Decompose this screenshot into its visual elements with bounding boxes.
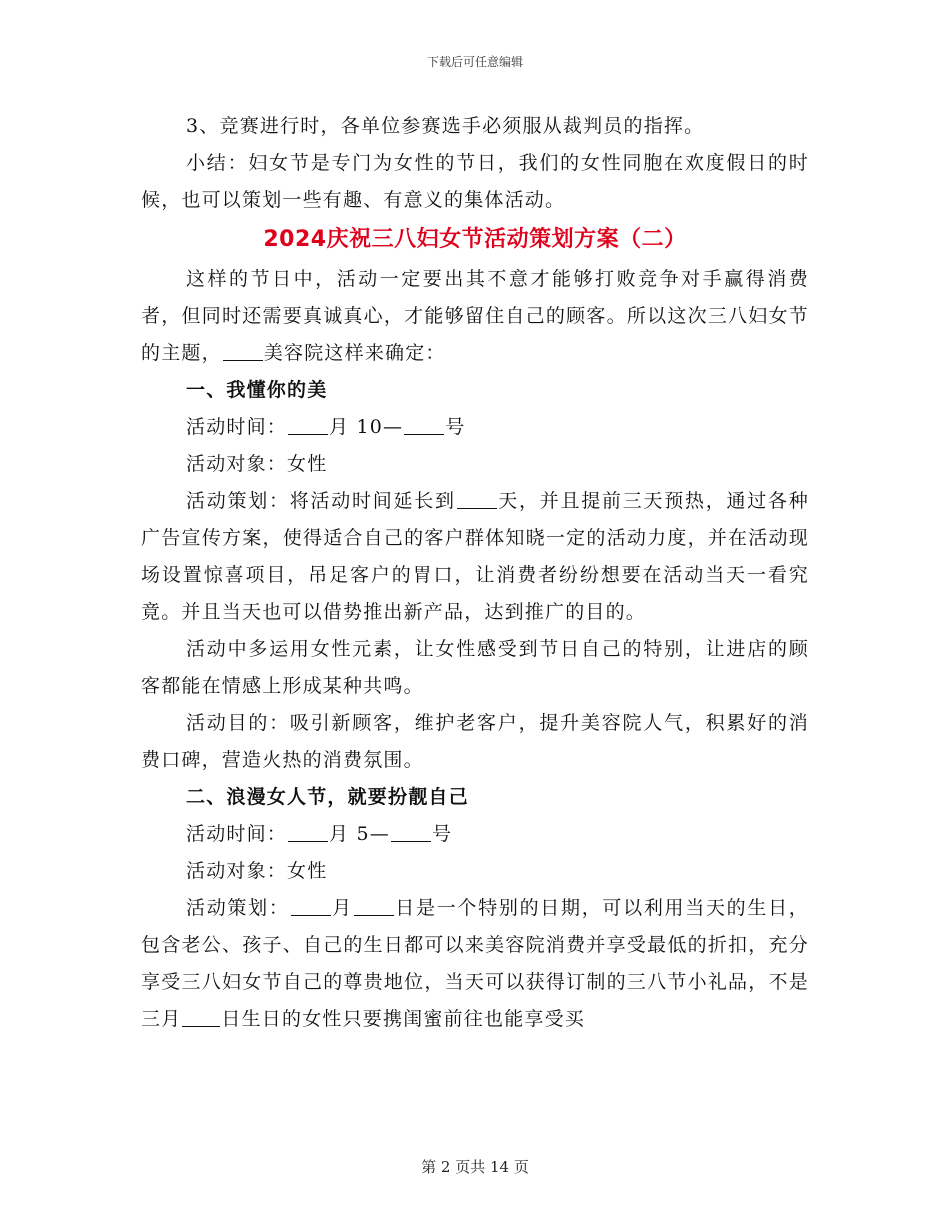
summary-paragraph: 小结：妇女节是专门为女性的节日，我们的女性同胞在欢度假日的时候，也可以策划一些有趣、有意义的集体活动。: [141, 152, 809, 211]
section-1-plan: [141, 483, 809, 631]
section-2-target: 活动对象：女性: [186, 860, 328, 882]
section-1-heading: 一、我懂你的美: [186, 379, 328, 401]
opening-text-end: 美容院这样来确定：: [263, 342, 446, 364]
blank-line: [457, 489, 497, 509]
section-1-elements: 活动中多运用女性元素，让女性感受到节日自己的特别，让进店的顾客都能在情感上形成某种共鸣。: [141, 638, 809, 697]
document-body: [141, 108, 809, 1038]
section-1-time: [141, 409, 809, 446]
blank-line: [291, 896, 331, 916]
section-1-purpose: 活动目的：吸引新顾客，维护老客户，提升美容院人气，积累好的消费口碑，营造火热的消费氛围。: [141, 712, 809, 771]
plan-text-end: 日生日的女性只要携闺蜜前往也能享受买: [221, 1008, 586, 1030]
opening-paragraph: [141, 261, 809, 372]
blank-line: [182, 1007, 220, 1027]
time-mid: 月 5—: [329, 823, 390, 845]
section-2-plan: [141, 890, 809, 1038]
blank-line: [223, 341, 263, 361]
time-end: 号: [445, 416, 466, 438]
blank-line: [288, 415, 328, 435]
opening-text: 这样的节日中，活动一定要出其不意才能够打败竞争对手赢得消费者，但同时还需要真诚真心，才能够留住自己的顾客。所以这次三八妇女节的主题，: [141, 268, 809, 364]
plan-text: 日是一个特别的日期，可以利用当天的生日，包含老公、孩子、自己的生日都可以来美容院消费并享受最低的折扣，充分享受三八妇女节自己的尊贵地位，当天可以获得订制的三八节小礼品，不是三月: [141, 897, 809, 1030]
document-title: 2024庆祝三八妇女节活动策划方案（二）: [263, 227, 687, 252]
time-end: 号: [431, 823, 453, 845]
blank-line: [391, 822, 431, 842]
time-label: 活动时间：: [186, 416, 288, 438]
plan-month: 月: [331, 897, 353, 919]
section-1-target: 活动对象：女性: [186, 453, 328, 475]
blank-line: [354, 896, 394, 916]
time-label: 活动时间：: [186, 823, 288, 845]
page-footer: 第 2 页共 14 页: [421, 1158, 529, 1176]
blank-line: [404, 415, 444, 435]
blank-line: [288, 822, 328, 842]
section-2-heading: 二、浪漫女人节，就要扮靓自己: [186, 786, 469, 808]
plan-text-rest: 天，并且提前三天预热，通过各种广告宣传方案，使得适合自己的客户群体知晓一定的活动力度，并在活动现场设置惊喜项目，吊足客户的胃口，让消费者纷纷想要在活动当天一看究竟。并且当天也可以借势推出新产品，达到推广的目的。: [141, 490, 809, 623]
page-header: 下载后可任意编辑: [426, 55, 523, 69]
plan-text: 活动策划：将活动时间延长到: [186, 490, 456, 512]
rule-3-paragraph: 3、竞赛进行时，各单位参赛选手必须服从裁判员的指挥。: [186, 115, 705, 137]
plan-label: 活动策划：: [186, 897, 290, 919]
section-2-time: [141, 816, 809, 853]
time-mid: 月 10—: [329, 416, 404, 438]
